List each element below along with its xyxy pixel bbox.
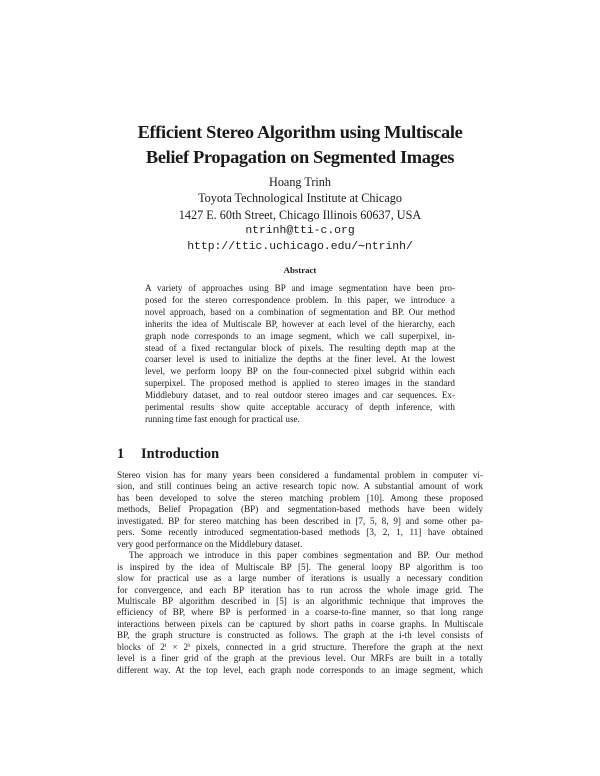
- body-line: Multiscale BP algorithm described in [5] is an algorithmic technique that improves the: [117, 595, 483, 606]
- body-line: for convergence, and each BP iteration has to run across the whole image grid. The: [117, 584, 483, 595]
- body-line: blocks of 2ⁱ × 2ⁱ pixels, connected in a grid structure. Therefore the graph at the next: [117, 641, 483, 652]
- abstract-heading: Abstract: [283, 265, 317, 275]
- author-affiliation: Toyota Technological Institute at Chicago: [198, 191, 402, 206]
- body-line: efficiency of BP, where BP is performed in a coarse-to-fine manner, so that long range: [117, 607, 483, 618]
- body-line: is inspired by the idea of Multiscale BP [5]. The general loopy BP algorithm is too: [117, 561, 483, 572]
- abstract-line: running time fast enough for practical use.: [145, 413, 300, 424]
- abstract-text: [145, 283, 455, 426]
- abstract-line: A variety of approaches using BP and image segmentation have been pro-: [145, 283, 455, 293]
- abstract-line: Middlebury dataset, and to real outdoor stereo images and car sequences. Ex-: [145, 390, 455, 401]
- abstract-line: perimental results show quite acceptable accuracy of depth inference, with: [145, 402, 455, 413]
- body-line: The approach we introduce in this paper combines segmentation and BP. Our method: [129, 550, 483, 561]
- abstract-line: superpixel. The proposed method is applied to stereo images in the standard: [145, 378, 455, 389]
- section-heading: [117, 445, 219, 463]
- body-line: very good performance on the Middlebury dataset.: [117, 538, 303, 549]
- abstract-line: inherits the idea of Multiscale BP, however at each level of the hierarchy, each: [145, 318, 455, 329]
- abstract-line: posed for the stereo correspondence problem. In this paper, we introduce a: [145, 294, 455, 305]
- body-line: slow for practical use as a large number of iterations is usually a necessary condition: [117, 573, 483, 584]
- paragraph: [117, 550, 483, 676]
- body-line: investigated. BP for stereo matching has been described in [7, 5, 8, 9] and some other pa-: [117, 515, 483, 526]
- body-line: pers. Some recently introduced segmentation-based methods [3, 2, 1, 11] have obtained: [117, 527, 483, 538]
- body-line: has been developed to solve the stereo matching problem [10]. Among these proposed: [117, 492, 483, 503]
- author-email[interactable]: ntrinh@tti-c.org: [245, 224, 355, 237]
- section-number: 1: [117, 446, 125, 462]
- abstract-line: stead of a fixed rectangular block of pixels. The resulting depth map at the: [145, 342, 455, 353]
- abstract-line: level, we perform loopy BP on the four-connected pixel subgrid within each: [145, 366, 455, 377]
- author-block: [0, 174, 600, 255]
- abstract-line: novel approach, based on a combination of segmentation and BP. Our method: [145, 306, 455, 317]
- body-line: methods, Belief Propagation (BP) and segmentation-based methods have been widely: [117, 504, 483, 515]
- abstract-line: coarser level is used to initialize the depths at the finer level. At the lowest: [145, 354, 455, 365]
- section-title: Introduction: [141, 446, 220, 462]
- body-line: interactions between pixels can be captured by short paths in coarse graphs. In Multiscale: [117, 618, 483, 629]
- body-line: sion, and still continues being an active research topic now. A substantial amount of work: [117, 481, 483, 492]
- body-line: different way. At the top level, each graph node corresponds to an image segment, which: [117, 664, 483, 675]
- abstract-line: graph node corresponds to an image segment, which we call superpixel, in-: [145, 330, 455, 341]
- title-line: Efficient Stereo Algorithm using Multiscale: [137, 122, 463, 142]
- body-line: Stereo vision has for many years been considered a fundamental problem in computer vi-: [117, 470, 483, 480]
- author-url[interactable]: http://ttic.uchicago.edu/∼ntrinh/: [187, 241, 413, 254]
- title-line: Belief Propagation on Segmented Images: [145, 147, 455, 167]
- author-name: Hoang Trinh: [269, 175, 331, 189]
- body-line: level is a finer grid of the graph at the previous level. Our MRFs are built in a totally: [117, 653, 483, 664]
- body-line: BP, the graph structure is constructed as follows. The graph at the i-th level consists of: [117, 630, 483, 641]
- author-address: 1427 E. 60th Street, Chicago Illinois 60637, USA: [178, 207, 422, 222]
- paper-title: [0, 120, 600, 170]
- paragraph: [117, 470, 483, 550]
- section-body: [117, 470, 483, 676]
